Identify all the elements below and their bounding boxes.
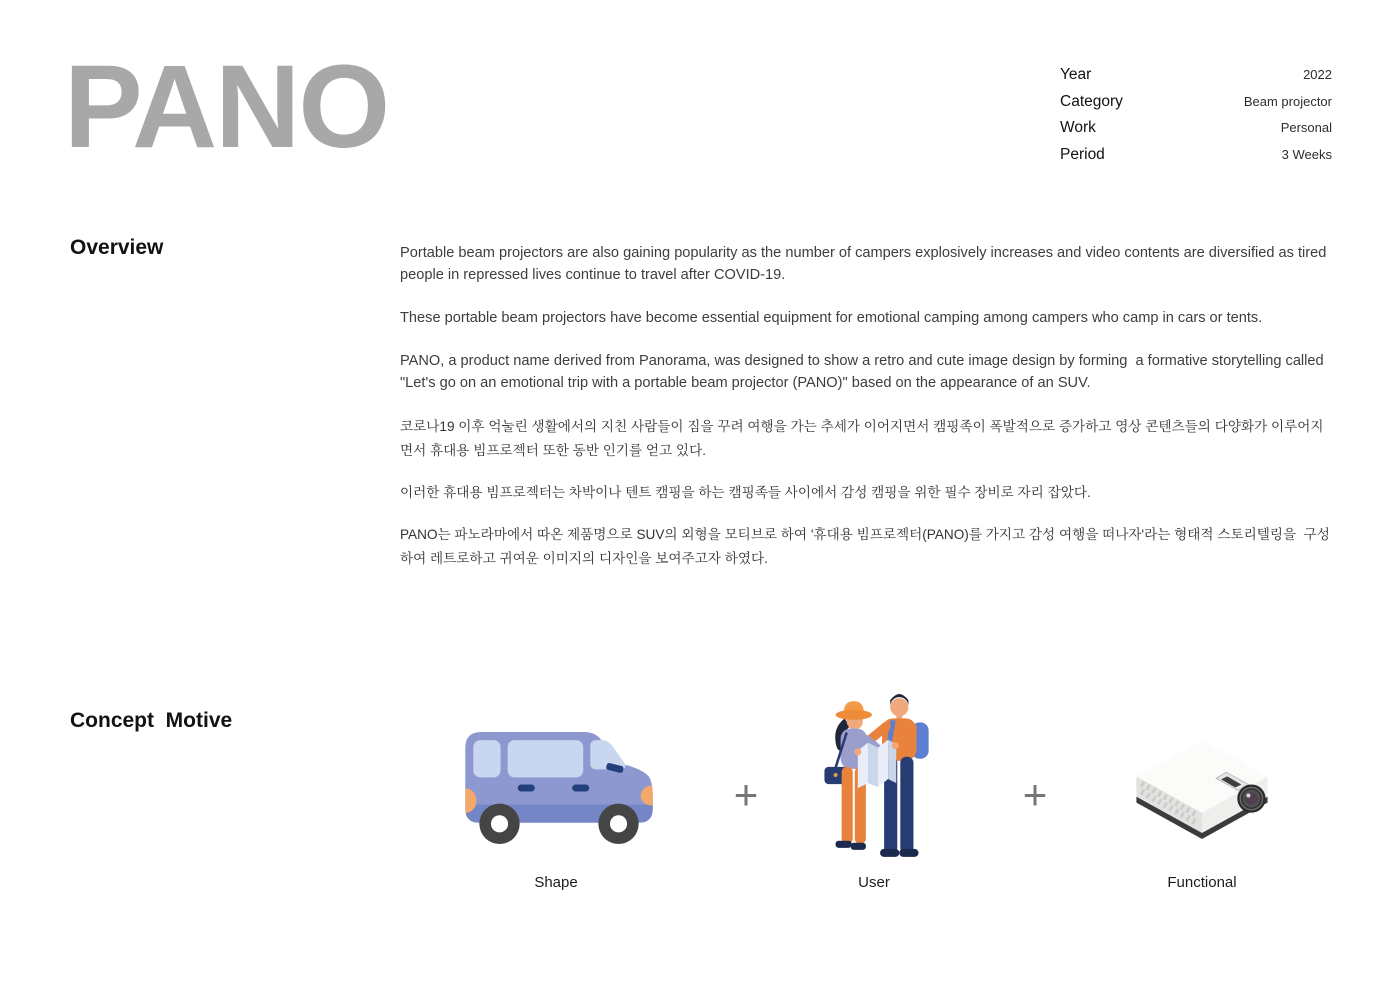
pano-logo: PANO	[64, 41, 389, 173]
meta-value: 2022	[1303, 67, 1332, 82]
overview-heading: Overview	[70, 236, 164, 259]
overview-paragraph-en: PANO, a product name derived from Panorama, was designed to show a retro and cute image design by forming a formative storytelling called "Let's go on an emotional trip with a portable beam projector (PANO)" based on the appearance of an SUV.	[400, 353, 1328, 391]
suv-car-illustration-icon	[455, 726, 657, 847]
concept-label-functional: Functional	[1167, 874, 1237, 891]
overview-paragraph-ko: 코로나19 이후 억눌린 생활에서의 지친 사람들이 짐을 꾸려 여행을 가는 추세가 이어지면서 캠핑족이 폭발적으로 증가하고 영상 콘텐츠들의 다양화가 이루어지면서 휴대용 빔프로젝터 또한 동반 인기를 얻고 있다.	[400, 419, 1324, 458]
meta-label: Period	[1060, 145, 1105, 163]
concept-label-shape: Shape	[534, 874, 578, 891]
meta-label: Category	[1060, 92, 1123, 110]
meta-row-period	[1060, 146, 1332, 164]
beam-projector-illustration-icon	[1126, 732, 1278, 845]
concept-motive-heading: Concept Motive	[70, 709, 233, 732]
overview-korean-block	[400, 415, 1334, 571]
meta-row-category	[1060, 93, 1332, 111]
plus-icon: +	[1022, 771, 1048, 818]
project-meta	[1060, 66, 1332, 172]
overview-paragraph-en: Portable beam projectors are also gaining popularity as the number of campers explosively increases and video contents are diversified as tired people in repressed lives continue to travel after COVID-19.	[400, 245, 1331, 283]
overview-body	[400, 242, 1334, 589]
meta-label: Year	[1060, 66, 1092, 83]
plus-icon: +	[733, 771, 759, 818]
concept-label-user: User	[858, 874, 890, 891]
travelers-reading-map-illustration-icon	[813, 690, 935, 864]
meta-value: Beam projector	[1243, 93, 1332, 109]
overview-paragraph-en: These portable beam projectors have become essential equipment for emotional camping among campers who camp in cars or tents.	[400, 310, 1263, 326]
meta-value: 3 Weeks	[1281, 146, 1332, 162]
meta-row-year	[1060, 66, 1332, 84]
overview-paragraph-ko: 이러한 휴대용 빔프로젝터는 차박이나 텐트 캠핑을 하는 캠핑족들 사이에서 감성 캠핑을 위한 필수 장비로 자리 잡았다.	[400, 485, 1091, 500]
overview-paragraph-ko: PANO는 파노라마에서 따온 제품명으로 SUV의 외형을 모티브로 하여 '휴대용 빔프로젝터(PANO)를 가지고 감성 여행을 떠나자'라는 형태적 스토리텔링을 구성하여 레트로하고 귀여운 이미지의 디자인을 보여주고자 하였다.	[400, 527, 1330, 566]
meta-label: Work	[1060, 119, 1096, 136]
meta-value: Personal	[1280, 120, 1332, 135]
meta-row-work	[1060, 119, 1332, 137]
